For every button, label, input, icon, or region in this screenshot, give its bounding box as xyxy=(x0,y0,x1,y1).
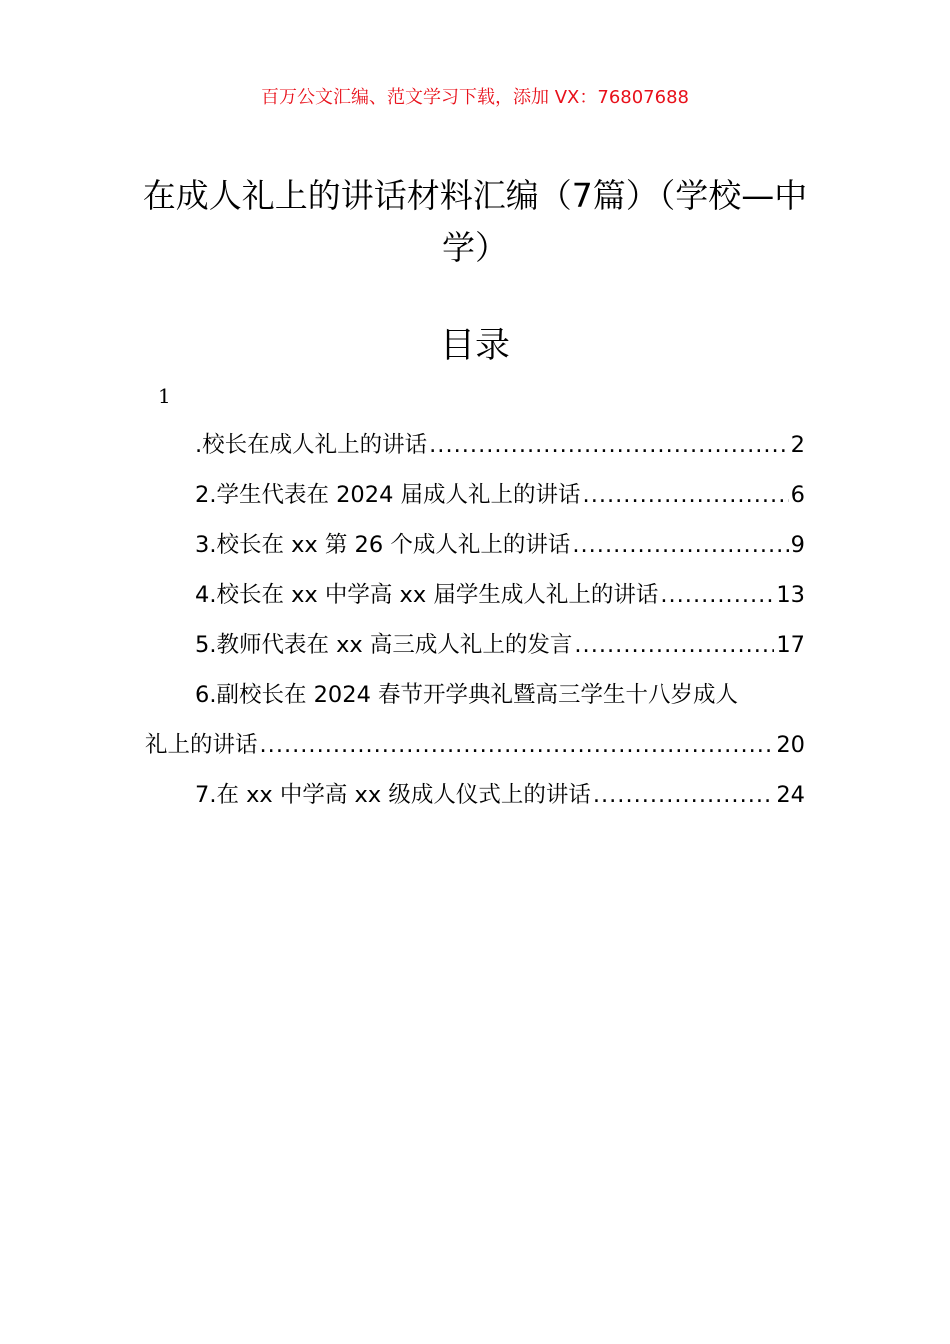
toc-item-page: 13 xyxy=(776,582,805,608)
toc-item-page: 17 xyxy=(776,632,805,658)
toc-item-label: 2.学生代表在 2024 届成人礼上的讲话 xyxy=(195,482,581,508)
toc-leader-dots xyxy=(660,573,774,617)
toc-item-3[interactable] xyxy=(145,523,805,573)
toc-item-page: 6 xyxy=(790,482,805,508)
toc-item-label: 4.校长在 xx 中学高 xx 届学生成人礼上的讲话 xyxy=(195,582,659,608)
toc-item-label: 3.校长在 xx 第 26 个成人礼上的讲话 xyxy=(195,532,571,558)
toc-item-2[interactable] xyxy=(145,473,805,523)
toc-heading: 目录 xyxy=(439,326,510,366)
toc-item-page: 20 xyxy=(776,732,805,758)
toc-item-page: 2 xyxy=(790,432,805,458)
toc-item-page: 9 xyxy=(790,532,805,558)
toc-item-line2 xyxy=(145,723,805,773)
toc-item-6[interactable] xyxy=(145,673,805,773)
document-title: 在成人礼上的讲话材料汇编（7篇）（学校—中学） xyxy=(142,176,808,267)
toc-leader-dots xyxy=(572,523,788,567)
header-note: 百万公文汇编、范文学习下载，添加 VX：76807688 xyxy=(261,87,689,108)
toc-leader-dots xyxy=(583,473,789,517)
stray-number: 1 xyxy=(158,384,171,408)
toc-item-label-line1: 6.副校长在 2024 春节开学典礼暨高三学生十八岁成人 xyxy=(195,682,739,708)
toc-item-5[interactable] xyxy=(145,623,805,673)
toc-leader-dots xyxy=(429,423,789,467)
table-of-contents xyxy=(145,423,805,823)
toc-item-1[interactable] xyxy=(145,423,805,473)
toc-item-label: .校长在成人礼上的讲话 xyxy=(195,432,428,458)
toc-leader-dots xyxy=(593,773,775,817)
toc-item-4[interactable] xyxy=(145,573,805,623)
toc-leader-dots xyxy=(574,623,774,667)
toc-item-label: 5.教师代表在 xx 高三成人礼上的发言 xyxy=(195,632,573,658)
toc-item-page: 24 xyxy=(776,782,805,808)
toc-item-label-line2: 礼上的讲话 xyxy=(145,732,258,758)
toc-item-7[interactable] xyxy=(145,773,805,823)
toc-item-label: 7.在 xx 中学高 xx 级成人仪式上的讲话 xyxy=(195,782,591,808)
toc-leader-dots xyxy=(260,723,775,767)
